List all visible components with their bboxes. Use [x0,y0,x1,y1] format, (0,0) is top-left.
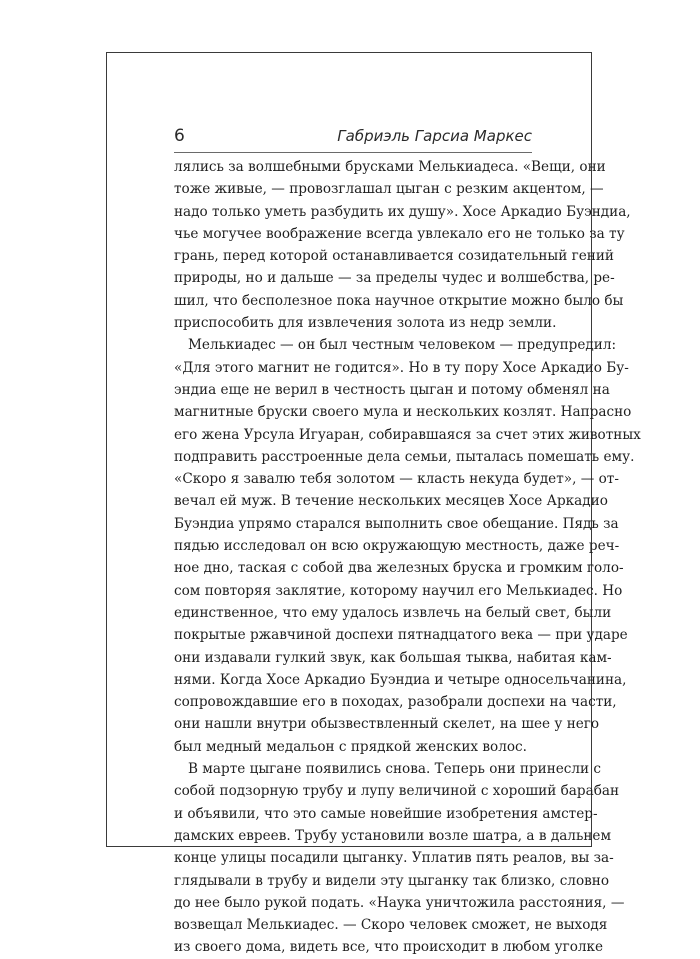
text-line: нями. Когда Хосе Аркадио Буэндиа и четыре односельчанина, [174,671,627,688]
header-rule [174,152,532,153]
text-line: они издавали гулкий звук, как большая тыква, набитая кам- [174,649,612,666]
author-header: Габриэль Гарсиа Маркес [337,127,532,145]
text-line: и объявили, что это самые новейшие изобретения амстер- [174,805,598,822]
text-line: тоже живые, — провозглашал цыган с резким акцентом, — [174,181,604,198]
text-line: покрытые ржавчиной доспехи пятнадцатого века — при ударе [174,627,628,644]
text-line: пядью исследовал он всю окружающую местность, даже реч- [174,538,620,555]
text-line: конце улицы посадили цыганку. Уплатив пять реалов, вы за- [174,850,614,867]
text-line: Буэндиа упрямо старался выполнить свое обещание. Пядь за [174,515,619,532]
text-line: лялись за волшебными брусками Мелькиадеса. «Вещи, они [174,159,606,175]
text-line: магнитные бруски своего мула и нескольких козлят. Напрасно [174,404,632,421]
page-number: 6 [174,126,185,146]
text-line: единственное, что ему удалось извлечь на белый свет, были [174,604,612,621]
text-line: приспособить для извлечения золота из недр земли. [174,315,557,332]
text-line: «Для этого магнит не годится». Но в ту пору Хосе Аркадио Бу- [174,359,629,376]
text-line: до нее было рукой подать. «Наука уничтожила расстояния, — [174,894,625,911]
text-line: природы, но и дальше — за пределы чудес и волшебства, ре- [174,270,615,287]
text-line: подправить расстроенные дела семьи, пыталась помешать ему. [174,448,635,465]
text-line: сопровождавшие его в походах, разобрали доспехи на части, [174,694,617,711]
body-text [174,156,641,959]
text-line: эндиа еще не верил в честность цыган и потому обменял на [174,381,610,398]
text-line: они нашли внутри обызвествленный скелет, на шее у него [174,716,600,733]
text-line: был медный медальон с прядкой женских волос. [174,738,527,755]
text-line: Мелькиадес — он был честным человеком — предупредил: [188,337,617,354]
text-line: собой подзорную трубу и лупу величиной с хороший барабан [174,783,620,800]
text-line: «Скоро я завалю тебя золотом — класть некуда будет», — от- [174,471,619,488]
text-line: из своего дома, видеть все, что происходит в любом уголке [174,939,604,956]
text-line: его жена Урсула Игуаран, собиравшаяся за счет этих животных [174,426,641,443]
text-line: чье могучее воображение всегда увлекало его не только за ту [174,225,625,242]
text-line: вечал ей муж. В течение нескольких месяцев Хосе Аркадио [174,493,608,510]
text-line: шил, что бесполезное пока научное открытие можно было бы [174,292,624,309]
text-line: дамских евреев. Трубу установили возле шатра, а в дальнем [174,827,612,844]
running-header [174,126,532,150]
text-line: глядывали в трубу и видели эту цыганку так близко, словно [174,872,610,889]
text-line: В марте цыгане появились снова. Теперь они принесли с [188,761,602,778]
text-line: ное дно, таская с собой два железных бруска и громким голо- [174,560,624,577]
text-line: грань, перед которой останавливается созидательный гений [174,248,614,265]
text-line: сом повторяя заклятие, которому научил его Мелькиадес. Но [174,582,623,599]
text-line: надо только уметь разбудить их душу». Хосе Аркадио Буэндиа, [174,203,631,220]
text-line: возвещал Мелькиадес. — Скоро человек сможет, не выходя [174,917,608,934]
